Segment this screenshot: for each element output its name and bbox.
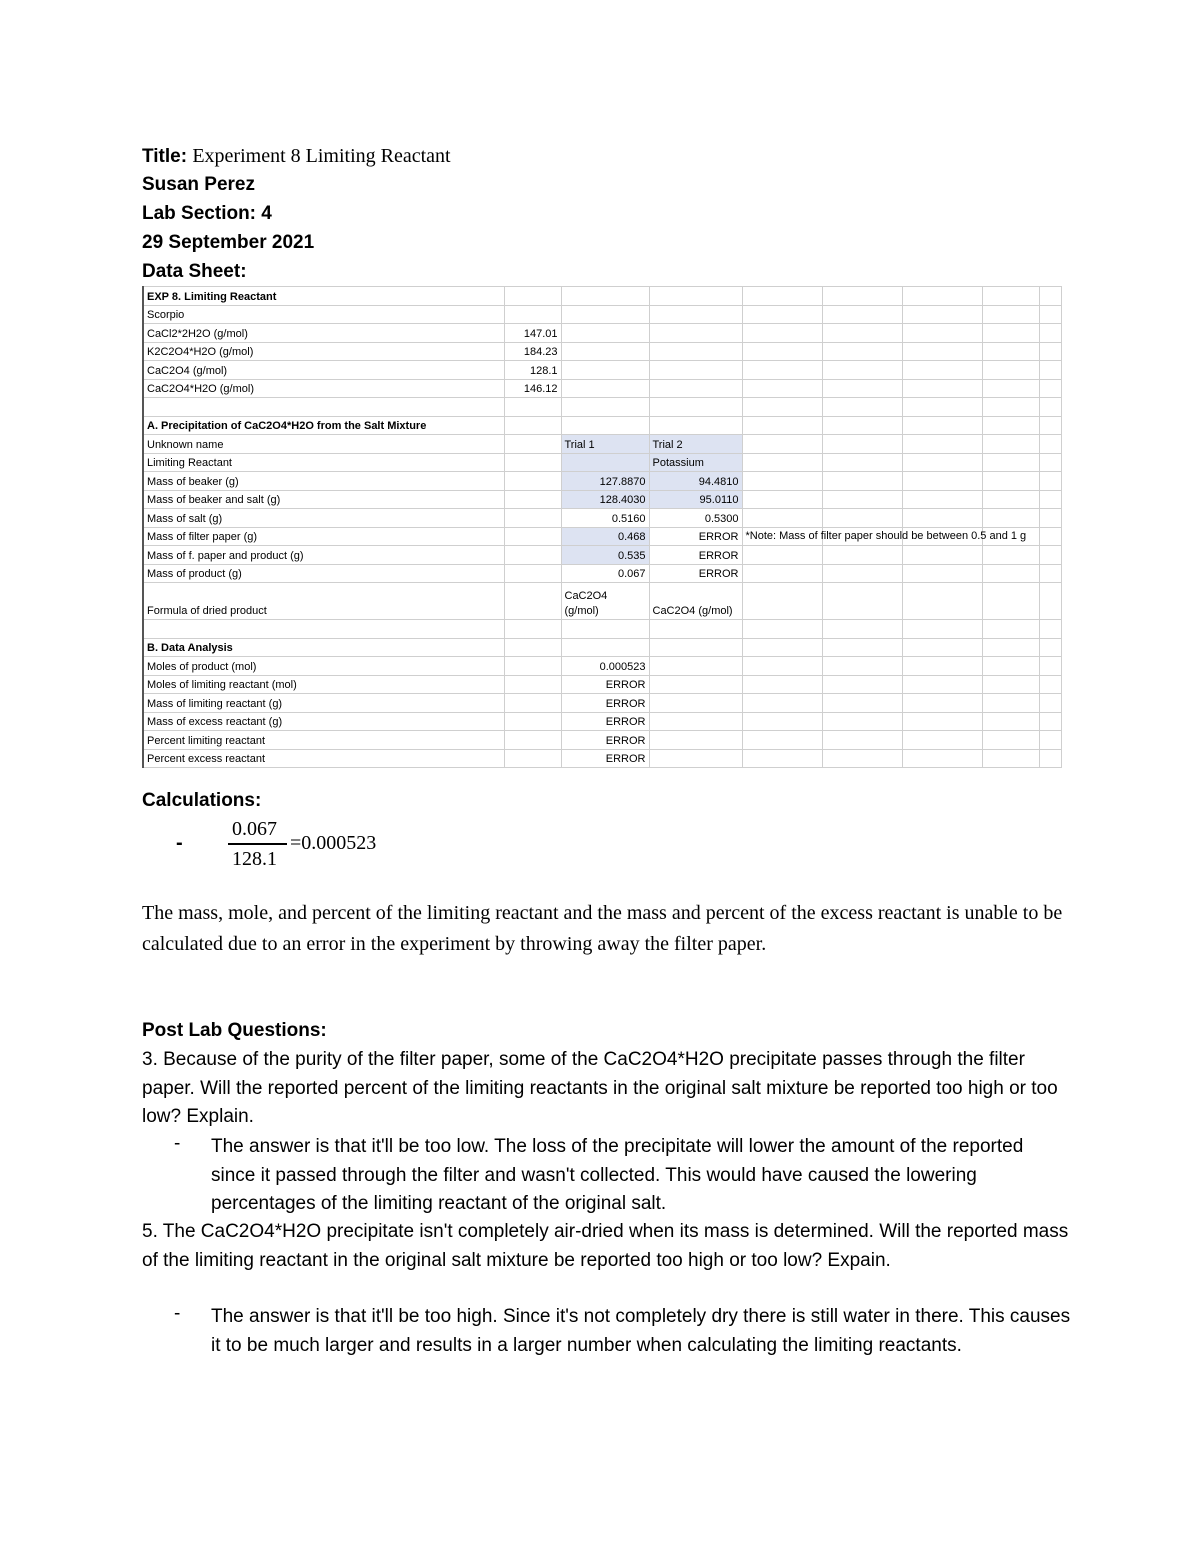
table-cell xyxy=(504,731,561,750)
table-cell xyxy=(902,731,982,750)
table-cell xyxy=(822,749,902,768)
table-cell xyxy=(1039,527,1061,546)
trial-1-value: 0.5160 xyxy=(561,509,649,528)
report-date: 29 September 2021 xyxy=(142,232,315,253)
row-label: Formula of dried product xyxy=(143,583,504,620)
table-row xyxy=(143,287,1061,306)
table-cell xyxy=(982,435,1039,454)
table-cell xyxy=(822,675,902,694)
table-cell xyxy=(902,749,982,768)
table-cell xyxy=(1039,324,1061,343)
molar-mass-value: 128.1 xyxy=(504,361,561,380)
sheet-name: Scorpio xyxy=(143,305,504,324)
table-cell xyxy=(902,583,982,620)
calculations-paragraph: The mass, mole, and percent of the limiting reactant and the mass and percent of the excess reactant is unable to be calculated due to an error in the experiment by throwing away the filter paper. xyxy=(142,902,1063,955)
table-cell xyxy=(649,287,742,306)
table-cell xyxy=(1039,361,1061,380)
table-cell xyxy=(822,435,902,454)
table-cell xyxy=(742,657,822,676)
table-cell xyxy=(902,712,982,731)
table-cell xyxy=(742,305,822,324)
table-cell xyxy=(982,546,1039,565)
table-cell xyxy=(561,305,649,324)
table-cell xyxy=(1039,287,1061,306)
table-cell xyxy=(822,620,902,639)
row-label: Mass of filter paper (g) xyxy=(143,527,504,546)
table-cell xyxy=(742,453,822,472)
table-cell xyxy=(1039,435,1061,454)
table-cell xyxy=(982,749,1039,768)
row-label: Mass of f. paper and product (g) xyxy=(143,546,504,565)
table-cell xyxy=(143,398,504,417)
formula-line: CaC2O4 xyxy=(564,590,608,602)
table-cell xyxy=(1039,694,1061,713)
table-cell xyxy=(982,657,1039,676)
table-cell xyxy=(902,324,982,343)
trial-2-value: Trial 2 xyxy=(649,435,742,454)
table-cell xyxy=(822,287,902,306)
table-cell xyxy=(504,453,561,472)
table-cell xyxy=(504,620,561,639)
table-cell xyxy=(742,546,822,565)
table-cell xyxy=(649,675,742,694)
trial-2-value: Potassium xyxy=(649,453,742,472)
trial-1-value: 0.535 xyxy=(561,546,649,565)
table-row xyxy=(143,305,1061,324)
table-row xyxy=(143,453,1061,472)
row-label: CaCl2*2H2O (g/mol) xyxy=(143,324,504,343)
table-cell xyxy=(504,564,561,583)
note-text: *Note: Mass of filter paper should be between 0.5 and 1 g xyxy=(745,530,1027,542)
table-cell xyxy=(1039,490,1061,509)
table-cell xyxy=(742,324,822,343)
table-cell xyxy=(649,416,742,435)
table-cell xyxy=(982,398,1039,417)
bullet-dash: - xyxy=(176,832,183,854)
fraction-numerator: 0.067 xyxy=(232,818,277,840)
table-row xyxy=(143,490,1061,509)
row-label: Mass of beaker and salt (g) xyxy=(143,490,504,509)
trial-1-value: 128.4030 xyxy=(561,490,649,509)
table-cell xyxy=(649,657,742,676)
table-cell xyxy=(822,490,902,509)
table-row xyxy=(143,657,1061,676)
table-row xyxy=(143,583,1061,620)
table-cell xyxy=(822,583,902,620)
row-label: Limiting Reactant xyxy=(143,453,504,472)
table-cell xyxy=(1039,620,1061,639)
row-label: Mass of limiting reactant (g) xyxy=(143,694,504,713)
table-cell xyxy=(902,638,982,657)
table-cell xyxy=(649,694,742,713)
answer-3: The answer is that it'll be too low. The loss of the precipitate will lower the amount of the reported since it passed through the filter and wasn't collected. This would have caused the lowering percentages of the limiting reactant of the original salt. xyxy=(211,1136,1024,1214)
table-cell xyxy=(1039,749,1061,768)
trial-1-value xyxy=(561,453,649,472)
table-cell xyxy=(902,305,982,324)
row-label: CaC2O4*H2O (g/mol) xyxy=(143,379,504,398)
table-cell xyxy=(649,361,742,380)
table-cell xyxy=(742,398,822,417)
table-cell xyxy=(1039,712,1061,731)
table-cell xyxy=(902,435,982,454)
table-cell xyxy=(902,398,982,417)
table-cell xyxy=(742,694,822,713)
fraction-result: =0.000523 xyxy=(290,832,377,854)
question-5: 5. The CaC2O4*H2O precipitate isn't completely air-dried when its mass is determined. Will the reported mass of the limiting reactant in the original salt mixture be reported too high or too low? Expain. xyxy=(142,1221,1069,1271)
table-row xyxy=(143,324,1061,343)
table-cell xyxy=(561,379,649,398)
table-cell xyxy=(504,287,561,306)
table-cell xyxy=(902,453,982,472)
table-cell xyxy=(902,620,982,639)
row-label: K2C2O4*H2O (g/mol) xyxy=(143,342,504,361)
trial-1-value: 127.8870 xyxy=(561,472,649,491)
table-cell xyxy=(822,453,902,472)
table-cell xyxy=(1039,342,1061,361)
table-cell xyxy=(742,490,822,509)
post-lab-heading: Post Lab Questions: xyxy=(142,1020,327,1041)
fraction-denominator: 128.1 xyxy=(232,848,277,870)
table-cell xyxy=(1039,564,1061,583)
table-cell xyxy=(561,398,649,417)
table-cell xyxy=(504,527,561,546)
molar-mass-value: 146.12 xyxy=(504,379,561,398)
table-cell xyxy=(742,675,822,694)
table-row xyxy=(143,342,1061,361)
table-cell xyxy=(822,657,902,676)
table-cell xyxy=(649,620,742,639)
table-cell xyxy=(982,675,1039,694)
row-label: CaC2O4 (g/mol) xyxy=(143,361,504,380)
table-cell xyxy=(902,361,982,380)
trial-1-formula xyxy=(561,583,649,620)
table-cell xyxy=(561,287,649,306)
trial-1-value: 0.468 xyxy=(561,527,649,546)
row-label: Percent excess reactant xyxy=(143,749,504,768)
table-cell xyxy=(902,342,982,361)
table-cell xyxy=(504,749,561,768)
table-cell xyxy=(1039,472,1061,491)
table-row xyxy=(143,398,1061,417)
table-cell xyxy=(1039,638,1061,657)
table-cell xyxy=(649,342,742,361)
table-cell xyxy=(822,472,902,491)
table-cell xyxy=(902,675,982,694)
table-cell xyxy=(504,398,561,417)
table-cell xyxy=(742,509,822,528)
table-row xyxy=(143,564,1061,583)
answer-5: The answer is that it'll be too high. Since it's not completely dry there is still water in there. This causes it to be much larger and results in a larger number when calculating the limiting reactants. xyxy=(211,1306,1071,1356)
table-cell xyxy=(902,657,982,676)
molar-mass-value: 147.01 xyxy=(504,324,561,343)
table-cell xyxy=(982,620,1039,639)
table-cell xyxy=(742,379,822,398)
table-cell xyxy=(1039,305,1061,324)
analysis-value: ERROR xyxy=(561,749,649,768)
table-cell xyxy=(982,712,1039,731)
table-cell xyxy=(982,694,1039,713)
table-cell xyxy=(504,546,561,565)
table-cell xyxy=(504,416,561,435)
data-sheet-heading: Data Sheet: xyxy=(142,261,247,282)
table-cell xyxy=(982,361,1039,380)
table-cell xyxy=(982,638,1039,657)
molar-mass-value: 184.23 xyxy=(504,342,561,361)
row-label: Mass of product (g) xyxy=(143,564,504,583)
table-cell xyxy=(902,546,982,565)
table-cell xyxy=(822,305,902,324)
table-row xyxy=(143,416,1061,435)
title-line xyxy=(142,144,451,169)
table-cell xyxy=(822,379,902,398)
table-cell xyxy=(504,583,561,620)
sheet-title: EXP 8. Limiting Reactant xyxy=(143,287,504,306)
trial-2-value: 0.5300 xyxy=(649,509,742,528)
table-row xyxy=(143,638,1061,657)
analysis-value: 0.000523 xyxy=(561,657,649,676)
table-cell xyxy=(982,453,1039,472)
table-row xyxy=(143,731,1061,750)
table-cell xyxy=(822,416,902,435)
table-cell xyxy=(982,509,1039,528)
table-cell xyxy=(822,361,902,380)
table-cell xyxy=(561,342,649,361)
table-cell xyxy=(649,712,742,731)
author-name: Susan Perez xyxy=(142,174,255,195)
trial-2-value: 94.4810 xyxy=(649,472,742,491)
table-row xyxy=(143,472,1061,491)
title-value: Experiment 8 Limiting Reactant xyxy=(192,145,451,167)
table-cell xyxy=(902,509,982,528)
table-cell xyxy=(561,620,649,639)
table-cell xyxy=(902,416,982,435)
table-row xyxy=(143,675,1061,694)
table-cell xyxy=(742,638,822,657)
table-cell xyxy=(504,435,561,454)
table-cell xyxy=(504,472,561,491)
table-cell xyxy=(504,694,561,713)
table-cell xyxy=(902,287,982,306)
table-cell xyxy=(742,435,822,454)
table-cell xyxy=(504,490,561,509)
table-row xyxy=(143,509,1061,528)
table-cell xyxy=(1039,416,1061,435)
table-cell xyxy=(822,731,902,750)
table-cell xyxy=(649,324,742,343)
table-row xyxy=(143,620,1061,639)
bullet-dash: - xyxy=(174,1303,181,1324)
table-cell xyxy=(742,472,822,491)
table-cell xyxy=(742,416,822,435)
table-cell xyxy=(1039,657,1061,676)
table-cell xyxy=(742,583,822,620)
table-row xyxy=(143,749,1061,768)
table-row xyxy=(143,435,1061,454)
table-cell xyxy=(822,342,902,361)
bullet-dash: - xyxy=(174,1133,181,1154)
row-label: Moles of limiting reactant (mol) xyxy=(143,675,504,694)
table-cell xyxy=(902,490,982,509)
table-cell xyxy=(561,638,649,657)
table-cell xyxy=(504,509,561,528)
trial-1-value: Trial 1 xyxy=(561,435,649,454)
table-cell xyxy=(742,712,822,731)
table-cell xyxy=(902,564,982,583)
table-cell xyxy=(822,509,902,528)
table-cell xyxy=(504,638,561,657)
table-cell xyxy=(742,287,822,306)
table-cell xyxy=(822,398,902,417)
table-cell xyxy=(982,416,1039,435)
table-cell xyxy=(982,583,1039,620)
lab-section: Lab Section: 4 xyxy=(142,203,272,224)
data-sheet-table xyxy=(142,286,1062,768)
table-cell xyxy=(822,546,902,565)
table-cell xyxy=(1039,731,1061,750)
table-cell xyxy=(742,564,822,583)
table-cell xyxy=(649,638,742,657)
section-b-heading: B. Data Analysis xyxy=(143,638,504,657)
table-cell xyxy=(1039,583,1061,620)
table-cell xyxy=(504,657,561,676)
table-row xyxy=(143,712,1061,731)
table-cell xyxy=(1039,379,1061,398)
trial-2-value: ERROR xyxy=(649,564,742,583)
table-cell xyxy=(504,712,561,731)
table-cell xyxy=(982,731,1039,750)
analysis-value: ERROR xyxy=(561,731,649,750)
table-cell xyxy=(649,398,742,417)
table-row xyxy=(143,694,1061,713)
table-cell xyxy=(742,361,822,380)
table-cell xyxy=(742,749,822,768)
table-row xyxy=(143,361,1061,380)
filter-paper-note xyxy=(742,527,1027,546)
table-cell xyxy=(649,305,742,324)
question-3: 3. Because of the purity of the filter paper, some of the CaC2O4*H2O precipitate passes through the filter paper. Will the reported percent of the limiting reactants in the original salt mixture be reported too high or too low? Explain. xyxy=(142,1049,1058,1127)
section-a-heading: A. Precipitation of CaC2O4*H2O from the Salt Mixture xyxy=(143,416,504,435)
row-label: Mass of beaker (g) xyxy=(143,472,504,491)
fraction-bar xyxy=(228,843,287,845)
table-cell xyxy=(982,379,1039,398)
trial-2-value: ERROR xyxy=(649,527,742,546)
table-cell xyxy=(822,564,902,583)
table-cell xyxy=(822,694,902,713)
table-cell xyxy=(561,416,649,435)
table-cell xyxy=(982,564,1039,583)
table-cell xyxy=(1039,546,1061,565)
trial-2-value: ERROR xyxy=(649,546,742,565)
table-cell xyxy=(982,287,1039,306)
table-cell xyxy=(742,342,822,361)
table-cell xyxy=(504,675,561,694)
analysis-value: ERROR xyxy=(561,694,649,713)
table-cell xyxy=(822,638,902,657)
table-row xyxy=(143,546,1061,565)
analysis-value: ERROR xyxy=(561,675,649,694)
calculations-heading: Calculations: xyxy=(142,790,262,811)
table-cell xyxy=(822,324,902,343)
table-cell xyxy=(561,361,649,380)
table-cell xyxy=(982,305,1039,324)
table-cell xyxy=(742,731,822,750)
row-label: Mass of salt (g) xyxy=(143,509,504,528)
table-cell xyxy=(504,305,561,324)
analysis-value: ERROR xyxy=(561,712,649,731)
table-cell xyxy=(982,490,1039,509)
table-cell xyxy=(143,620,504,639)
title-label: Title: xyxy=(142,146,188,167)
trial-2-formula: CaC2O4 (g/mol) xyxy=(649,583,742,620)
table-cell xyxy=(902,694,982,713)
table-row xyxy=(143,379,1061,398)
row-label: Moles of product (mol) xyxy=(143,657,504,676)
trial-2-value: 95.0110 xyxy=(649,490,742,509)
table-cell xyxy=(1039,675,1061,694)
row-label: Unknown name xyxy=(143,435,504,454)
table-cell xyxy=(982,324,1039,343)
table-cell xyxy=(902,472,982,491)
table-cell xyxy=(1039,453,1061,472)
table-cell xyxy=(649,379,742,398)
table-cell xyxy=(902,379,982,398)
table-cell xyxy=(561,324,649,343)
table-cell xyxy=(982,342,1039,361)
table-cell xyxy=(649,749,742,768)
table-row xyxy=(143,527,1061,546)
table-cell xyxy=(742,620,822,639)
trial-1-value: 0.067 xyxy=(561,564,649,583)
row-label: Percent limiting reactant xyxy=(143,731,504,750)
table-cell xyxy=(982,472,1039,491)
table-cell xyxy=(1039,509,1061,528)
table-cell xyxy=(649,731,742,750)
formula-line: (g/mol) xyxy=(564,605,599,617)
table-cell xyxy=(1039,398,1061,417)
row-label: Mass of excess reactant (g) xyxy=(143,712,504,731)
table-cell xyxy=(822,712,902,731)
